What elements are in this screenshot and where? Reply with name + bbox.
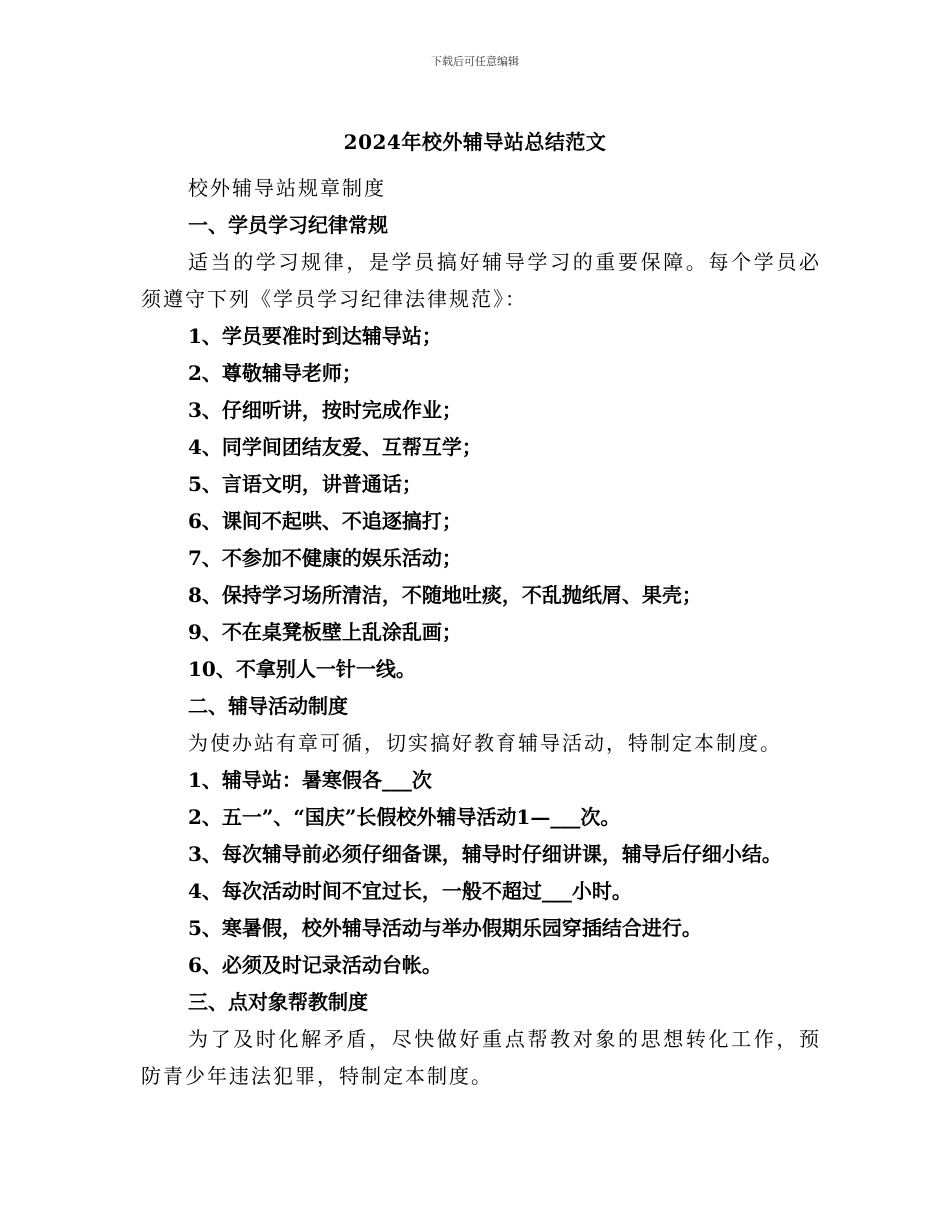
section2-item: 3、每次辅导前必须仔细备课，辅导时仔细讲课，辅导后仔细小结。 [188,842,782,866]
section1-item: 5、言语文明，讲普通话； [188,472,422,496]
section1-item: 9、不在桌凳板壁上乱涂乱画； [188,620,462,644]
document-body [141,170,821,1095]
section1-item: 8、保持学习场所清洁，不随地吐痰，不乱抛纸屑、果壳； [188,583,702,607]
section1-intro: 适当的学习规律，是学员搞好辅导学习的重要保障。每个学员必须遵守下列《学员学习纪律法律规范》： [141,250,821,311]
document-title: 2024年校外辅导站总结范文 [343,130,607,154]
section2-item: 5、寒暑假，校外辅导活动与举办假期乐园穿插结合进行。 [188,916,702,940]
section1-item: 1、学员要准时到达辅导站； [188,324,442,348]
section2-item: 1、辅导站：暑寒假各___次 [188,768,432,792]
section1-item: 7、不参加不健康的娱乐活动； [188,546,462,570]
section3-heading: 三、点对象帮教制度 [188,990,368,1014]
section2-item: 2、五一”、“国庆”长假校外辅导活动1—___次。 [188,805,621,829]
section1-item: 10、不拿别人一针一线。 [188,657,416,681]
section2-item: 4、每次活动时间不宜过长，一般不超过___小时。 [188,879,632,903]
section1-heading: 一、学员学习纪律常规 [188,213,388,237]
page-header-note: 下载后可任意编辑 [431,55,519,68]
section3-intro: 为了及时化解矛盾，尽快做好重点帮教对象的思想转化工作，预防青少年违法犯罪，特制定本制度。 [141,1027,821,1088]
section1-item: 3、仔细听讲，按时完成作业； [188,398,462,422]
section1-item: 6、课间不起哄、不追逐搞打； [188,509,462,533]
section2-heading: 二、辅导活动制度 [188,694,348,718]
section2-intro: 为使办站有章可循，切实搞好教育辅导活动，特制定本制度。 [188,731,782,755]
section1-item: 4、同学间团结友爱、互帮互学； [188,435,482,459]
section1-item: 2、尊敬辅导老师； [188,361,362,385]
subtitle: 校外辅导站规章制度 [188,176,386,200]
section2-item: 6、必须及时记录活动台帐。 [188,953,442,977]
